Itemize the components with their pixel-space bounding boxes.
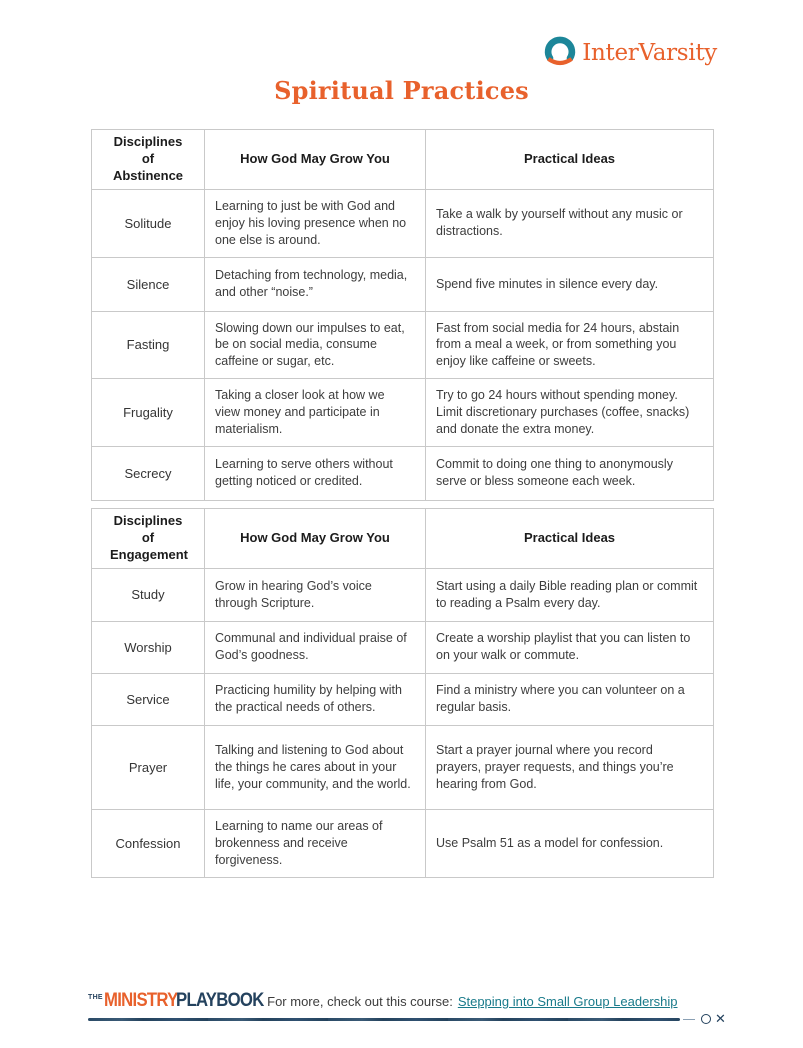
- footer: [88, 991, 729, 1025]
- ministry-playbook-ministry: MINISTRY: [103, 990, 178, 1011]
- ideas-cell: Take a walk by yourself without any music or distractions.: [426, 189, 714, 257]
- ministry-playbook-playbook: PLAYBOOK: [175, 990, 264, 1011]
- playbook-o-icon: [701, 1014, 711, 1024]
- table-row: [92, 725, 714, 809]
- discipline-cell: Prayer: [92, 725, 205, 809]
- grow-cell: Practicing humility by helping with the practical needs of others.: [205, 673, 426, 725]
- grow-cell: Learning to serve others without getting noticed or credited.: [205, 446, 426, 500]
- grow-cell: Learning to just be with God and enjoy his loving presence when no one else is around.: [205, 189, 426, 257]
- intervarsity-logo-text: InterVarsity: [582, 40, 717, 66]
- intervarsity-logo-icon: [541, 34, 579, 72]
- discipline-cell: Service: [92, 673, 205, 725]
- discipline-cell: Study: [92, 568, 205, 621]
- ideas-cell: Try to go 24 hours without spending money. Limit discretionary purchases (coffee, snacks) and donate the extra money.: [426, 378, 714, 446]
- grow-cell: Slowing down our impulses to eat, be on social media, consume caffeine or sugar, etc.: [205, 311, 426, 378]
- grow-cell: Learning to name our areas of brokenness and receive forgiveness.: [205, 809, 426, 877]
- ideas-cell: Spend five minutes in silence every day.: [426, 257, 714, 311]
- ideas-cell: Fast from social media for 24 hours, abstain from a meal a week, or from something you enjoy like caffeine or sweets.: [426, 311, 714, 378]
- table-row: [92, 311, 714, 378]
- discipline-cell: Secrecy: [92, 446, 205, 500]
- footer-course-text: For more, check out this course:: [267, 994, 453, 1009]
- grow-cell: Grow in hearing God’s voice through Scripture.: [205, 568, 426, 621]
- table-row: [92, 673, 714, 725]
- ideas-cell: Start a prayer journal where you record prayers, prayer requests, and things you’re hearing from God.: [426, 725, 714, 809]
- grow-cell: Taking a closer look at how we view money and participate in materialism.: [205, 378, 426, 446]
- column-header-grow: How God May Grow You: [205, 509, 426, 569]
- ideas-cell: Commit to doing one thing to anonymously serve or bless someone each week.: [426, 446, 714, 500]
- brush-divider: [88, 1018, 680, 1021]
- ideas-cell: Find a ministry where you can volunteer on a regular basis.: [426, 673, 714, 725]
- column-header-ideas: Practical Ideas: [426, 130, 714, 190]
- table-row: [92, 446, 714, 500]
- table-row: [92, 809, 714, 877]
- discipline-cell: Frugality: [92, 378, 205, 446]
- ideas-cell: Use Psalm 51 as a model for confession.: [426, 809, 714, 877]
- table-row: [92, 568, 714, 621]
- discipline-cell: Silence: [92, 257, 205, 311]
- ideas-cell: Start using a daily Bible reading plan or commit to reading a Psalm every day.: [426, 568, 714, 621]
- course-link[interactable]: Stepping into Small Group Leadership: [457, 994, 678, 1009]
- dash-mark: [683, 1019, 695, 1020]
- grow-cell: Communal and individual praise of God’s goodness.: [205, 621, 426, 673]
- column-header-ideas: Practical Ideas: [426, 509, 714, 569]
- discipline-cell: Solitude: [92, 189, 205, 257]
- discipline-cell: Worship: [92, 621, 205, 673]
- intervarsity-logo: [541, 34, 717, 72]
- table-row: [92, 189, 714, 257]
- abstinence-table: [91, 129, 714, 501]
- ideas-cell: Create a worship playlist that you can listen to on your walk or commute.: [426, 621, 714, 673]
- column-header-discipline: Disciplines of Abstinence: [92, 130, 205, 190]
- grow-cell: Talking and listening to God about the things he cares about in your life, your community, and the world.: [205, 725, 426, 809]
- column-header-grow: How God May Grow You: [205, 130, 426, 190]
- playbook-x-icon: ✕: [715, 1011, 726, 1026]
- page-title: Spiritual Practices: [274, 76, 529, 105]
- table-row: [92, 378, 714, 446]
- table-row: [92, 621, 714, 673]
- discipline-cell: Fasting: [92, 311, 205, 378]
- ministry-playbook-the: THE: [88, 994, 103, 1001]
- ministry-playbook-logo: [88, 991, 275, 1010]
- discipline-cell: Confession: [92, 809, 205, 877]
- engagement-table: [91, 508, 714, 878]
- grow-cell: Detaching from technology, media, and other “noise.”: [205, 257, 426, 311]
- table-header-row: [92, 130, 714, 190]
- table-header-row: [92, 509, 714, 569]
- column-header-discipline: Disciplines of Engagement: [92, 509, 205, 569]
- table-row: [92, 257, 714, 311]
